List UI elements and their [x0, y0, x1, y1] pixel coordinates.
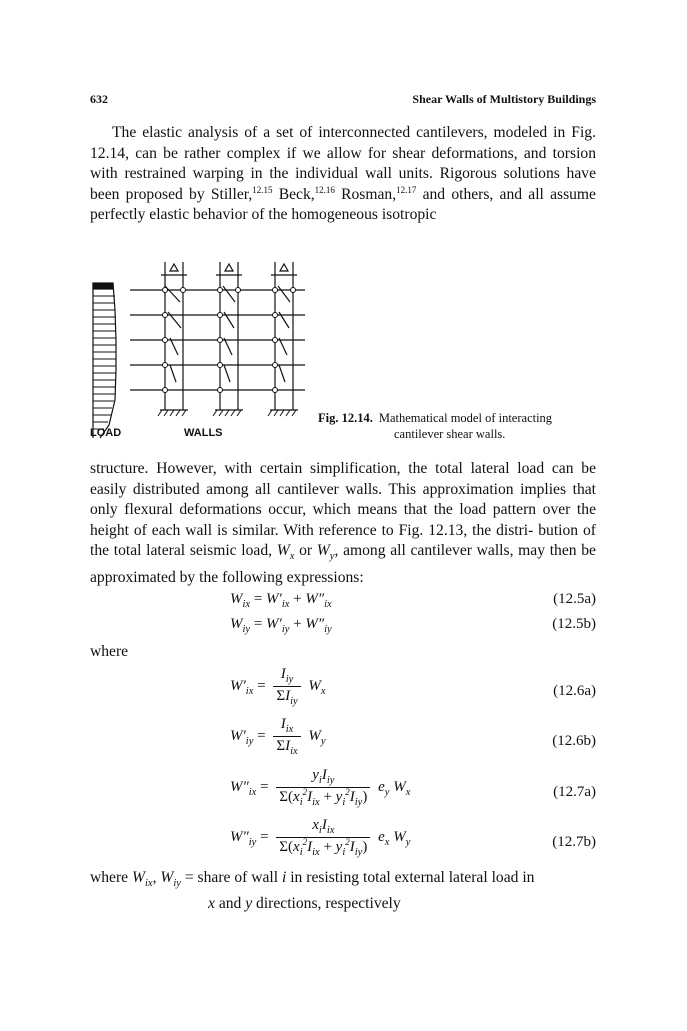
- definition-text: y: [245, 895, 253, 912]
- paragraph-2: structure. However, with certain simplification, the total lateral load can be easily distributed among all cantilever walls. This approximation implies that only flexural deformations occur, which means that the load pattern over the height of each wall is similar. With reference to Fig. 12.13, the distri- bution of the total lateral seismic load, $W_x$ or $W_y$, among all cantilever walls, may then be approximated by the following expressions:: [90, 460, 596, 586]
- where-label: where: [90, 643, 129, 660]
- definition-text: where: [90, 869, 132, 886]
- equation-number: (12.7a): [553, 784, 596, 800]
- definition-text: i: [281, 869, 287, 886]
- page-number: 632: [90, 92, 108, 106]
- paragraph-1: [90, 123, 596, 226]
- equation-number: (12.6a): [553, 683, 596, 699]
- para2-line: that only flexural deformations occur, which means that the load pattern: [90, 480, 596, 519]
- para2-line: over the height of each wall is similar. With reference to Fig. 12.13, the distri-: [90, 501, 596, 539]
- para1-line: Fig. 12.14, can be rather complex if we allow for shear deformations, and: [90, 124, 596, 162]
- para2-line: easily distributed among all cantilever walls. This approximation implies: [90, 480, 567, 498]
- fixed-supports: [158, 410, 296, 416]
- caption-text: cantilever shear walls.: [394, 427, 506, 441]
- para1-line: others, and all assume perfectly elastic behavior of the homogeneous isotropic: [90, 185, 596, 224]
- figure-caption: [318, 410, 608, 442]
- para2-line: or: [294, 542, 317, 560]
- equation-number: (12.6b): [552, 733, 596, 749]
- definition-text: directions, respectively: [252, 895, 401, 912]
- para2-line: may then be approximated by the following expressions:: [90, 542, 596, 586]
- para2-line: structure. However, with certain simplification, the total lateral load can be: [90, 460, 596, 477]
- definition-text: in resisting total external lateral load in: [286, 869, 535, 886]
- para1-line: and: [416, 185, 446, 203]
- equation-number: (12.5b): [552, 616, 596, 632]
- running-header: [90, 92, 596, 112]
- load-label: LOAD: [90, 427, 122, 439]
- equation-number: (12.5a): [553, 591, 596, 607]
- reference-superscript: 12.15: [252, 184, 273, 195]
- reference-superscript: 12.17: [396, 184, 417, 195]
- walls-label: WALLS: [184, 427, 223, 439]
- caption-number: Fig. 12.14.: [318, 411, 373, 425]
- definition-text: and: [214, 895, 246, 912]
- variable-definition: where $W_{ix}$, $W_{iy}$ = share of wall i in resisting total external lateral load in x and y directions, respectively: [90, 869, 535, 912]
- caption-text: Mathematical model of interacting: [378, 411, 553, 425]
- para2-line: bution of the total lateral seismic load,: [90, 521, 596, 560]
- para1-line: Rosman,: [334, 185, 397, 203]
- definition-text: x: [208, 895, 215, 912]
- para1-line: solutions have been proposed by Stiller,: [90, 165, 596, 203]
- running-title: Shear Walls of Multistory Buildings: [412, 92, 596, 106]
- para2-line: , among all cantilever walls,: [334, 542, 514, 560]
- load-bar: [93, 283, 113, 289]
- equation-number: (12.7b): [552, 834, 596, 850]
- para1-line: torsion with restrained warping in the individual wall units. Rigorous: [90, 144, 596, 183]
- definition-text: = share of wall: [180, 869, 282, 886]
- figure-12-14: [90, 250, 260, 440]
- reference-superscript: 12.16: [314, 184, 335, 195]
- para1-line: The elastic analysis of a set of interconnected cantilevers, modeled in: [112, 124, 566, 141]
- wall-model-diagram: [90, 250, 320, 440]
- para1-line: Beck,: [272, 185, 315, 203]
